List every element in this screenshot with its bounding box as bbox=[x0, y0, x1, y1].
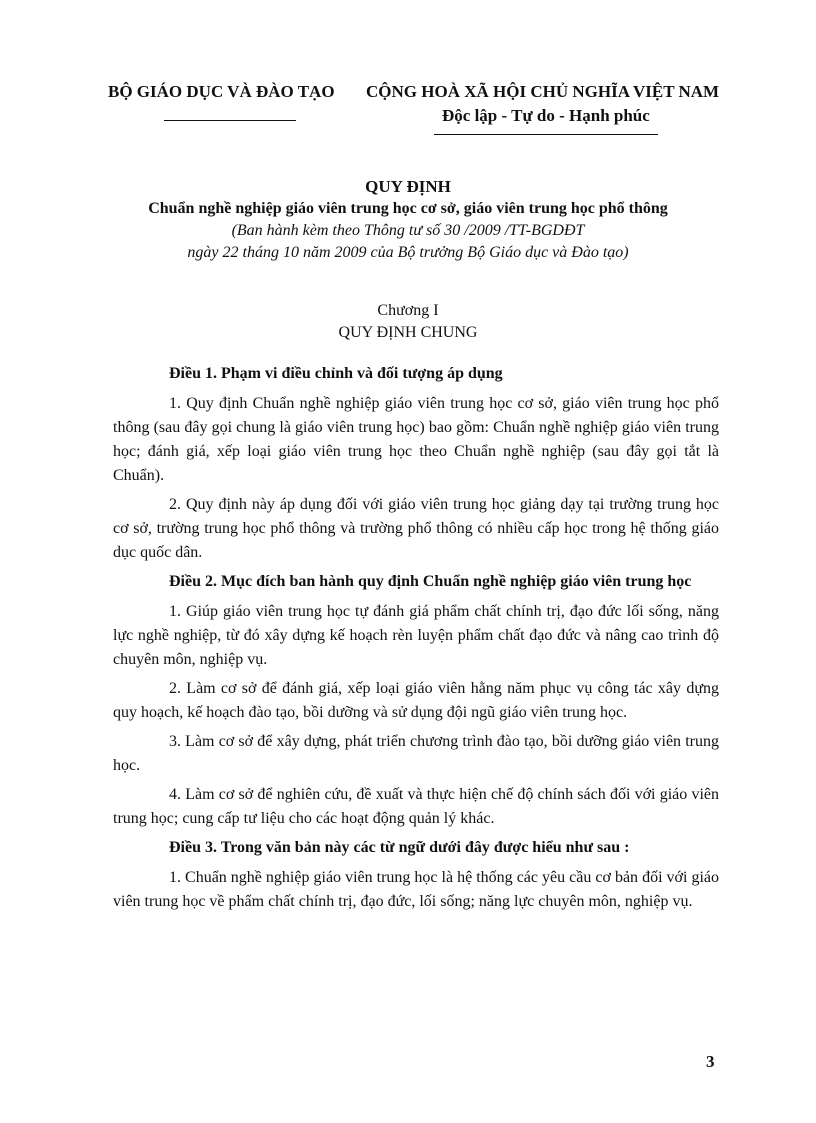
republic-name: CỘNG HOÀ XÃ HỘI CHỦ NGHĨA VIỆT NAM bbox=[366, 82, 720, 101]
article-paragraph: 1. Giúp giáo viên trung học tự đánh giá phẩm chất chính trị, đạo đức lối sống, năng lực nghề nghiệp, từ đó xây dựng kế hoạch rèn luyện phẩm chất đạo đức và nâng cao trình độ chuyên môn, nghiệp vụ. bbox=[113, 603, 719, 668]
article-paragraph: 3. Làm cơ sở để xây dựng, phát triển chương trình đào tạo, bồi dưỡng giáo viên trung học. bbox=[113, 733, 719, 774]
article-paragraph: 2. Làm cơ sở để đánh giá, xếp loại giáo viên hằng năm phục vụ công tác xây dựng quy hoạch, kế hoạch đào tạo, bồi dưỡng và sử dụng đội ngũ giáo viên trung học. bbox=[113, 680, 719, 721]
motto-underline bbox=[434, 134, 658, 135]
issued-note-line-2: ngày 22 tháng 10 năm 2009 của Bộ trưởng Bộ Giáo dục và Đào tạo) bbox=[187, 244, 629, 261]
document-body bbox=[113, 362, 719, 919]
article-heading: Điều 1. Phạm vi điều chỉnh và đối tượng áp dụng bbox=[169, 365, 503, 382]
article-paragraph: 1. Chuẩn nghề nghiệp giáo viên trung học là hệ thống các yêu cầu cơ bản đối với giáo viên trung học về phẩm chất chính trị, đạo đức, lối sống; năng lực chuyên môn, nghiệp vụ. bbox=[113, 869, 719, 910]
page-number: 3 bbox=[706, 1052, 715, 1071]
document-title-block bbox=[0, 176, 816, 264]
document-title: QUY ĐỊNH bbox=[365, 177, 451, 196]
ministry-name: BỘ GIÁO DỤC VÀ ĐÀO TẠO bbox=[108, 82, 335, 101]
article-paragraph: 1. Quy định Chuẩn nghề nghiệp giáo viên trung học cơ sở, giáo viên trung học phổ thông (sau đây gọi chung là giáo viên trung học) bao gồm: Chuẩn nghề nghiệp giáo viên trung học; đánh giá, xếp loại giáo viên trung học theo Chuẩn nghề nghiệp (sau đây gọi tắt là Chuẩn). bbox=[113, 395, 719, 484]
article-heading: Điều 3. Trong văn bản này các từ ngữ dưới đây được hiểu như sau : bbox=[169, 839, 630, 856]
document-subtitle: Chuẩn nghề nghiệp giáo viên trung học cơ sở, giáo viên trung học phổ thông bbox=[148, 200, 668, 217]
national-motto: Độc lập - Tự do - Hạnh phúc bbox=[442, 106, 650, 125]
article-1 bbox=[113, 362, 719, 565]
chapter-name: QUY ĐỊNH CHUNG bbox=[338, 324, 478, 341]
article-paragraph: 4. Làm cơ sở để nghiên cứu, đề xuất và thực hiện chế độ chính sách đối với giáo viên trung học; cung cấp tư liệu cho các hoạt động quản lý khác. bbox=[113, 786, 719, 827]
article-paragraph: 2. Quy định này áp dụng đối với giáo viên trung học giảng dạy tại trường trung học cơ sở, trường trung học phổ thông và trường phổ thông có nhiều cấp học trong hệ thống giáo dục quốc dân. bbox=[113, 496, 719, 561]
issued-note-line-1: (Ban hành kèm theo Thông tư số 30 /2009 /TT-BGDĐT bbox=[231, 222, 585, 239]
article-heading: Điều 2. Mục đích ban hành quy định Chuẩn nghề nghiệp giáo viên trung học bbox=[169, 573, 692, 590]
ministry-underline bbox=[164, 120, 296, 121]
chapter-heading bbox=[0, 300, 816, 344]
ministry-header bbox=[108, 82, 348, 102]
national-header bbox=[366, 82, 736, 125]
article-2 bbox=[113, 570, 719, 831]
article-3 bbox=[113, 836, 719, 914]
chapter-number: Chương I bbox=[377, 302, 439, 319]
